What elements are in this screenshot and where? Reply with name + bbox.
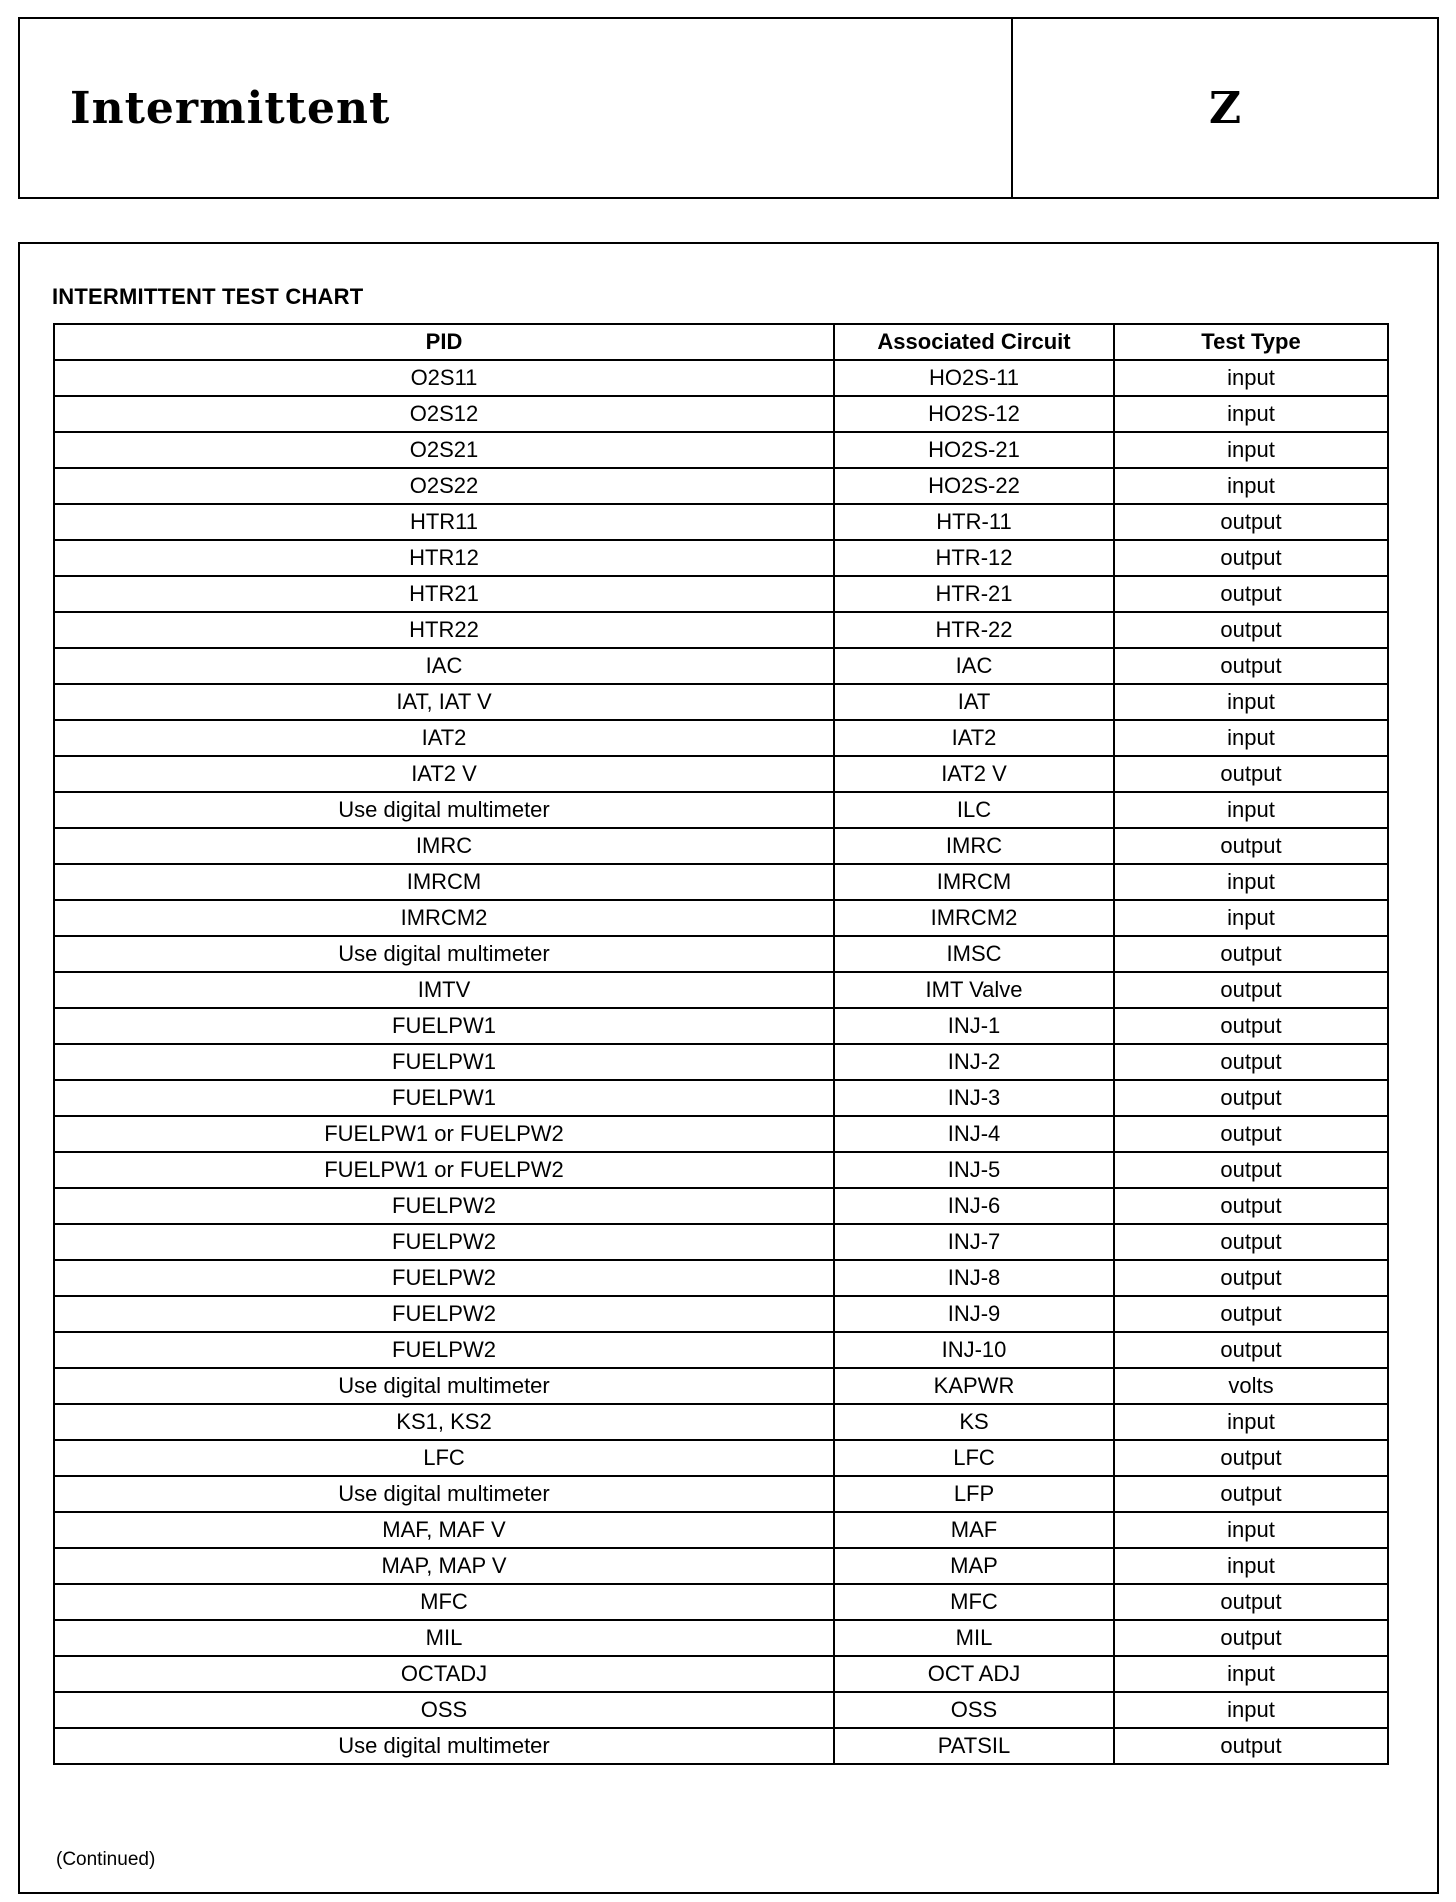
table-row bbox=[54, 1584, 1388, 1620]
associated-circuit-cell: IMRCM bbox=[834, 864, 1114, 900]
pid-cell: IMRC bbox=[54, 828, 834, 864]
test-type-cell: input bbox=[1114, 1656, 1388, 1692]
test-type-cell: output bbox=[1114, 648, 1388, 684]
test-type-cell: input bbox=[1114, 1512, 1388, 1548]
associated-circuit-cell: INJ-9 bbox=[834, 1296, 1114, 1332]
pid-cell: IAT2 V bbox=[54, 756, 834, 792]
associated-circuit-cell: PATSIL bbox=[834, 1728, 1114, 1764]
pid-cell: LFC bbox=[54, 1440, 834, 1476]
test-type-cell: output bbox=[1114, 1620, 1388, 1656]
test-type-cell: output bbox=[1114, 1476, 1388, 1512]
test-type-cell: output bbox=[1114, 612, 1388, 648]
pid-cell: IAT2 bbox=[54, 720, 834, 756]
table-row bbox=[54, 360, 1388, 396]
test-type-cell: input bbox=[1114, 468, 1388, 504]
chart-title: INTERMITTENT TEST CHART bbox=[52, 284, 364, 309]
pid-cell: MIL bbox=[54, 1620, 834, 1656]
pid-cell: FUELPW2 bbox=[54, 1260, 834, 1296]
test-type-cell: output bbox=[1114, 1224, 1388, 1260]
table-row bbox=[54, 792, 1388, 828]
table-body bbox=[54, 360, 1388, 1764]
table-row bbox=[54, 1368, 1388, 1404]
section-letter: Z bbox=[1208, 82, 1242, 134]
associated-circuit-cell: INJ-7 bbox=[834, 1224, 1114, 1260]
table-row bbox=[54, 504, 1388, 540]
associated-circuit-cell: MAF bbox=[834, 1512, 1114, 1548]
page-header bbox=[18, 17, 1439, 199]
table-row bbox=[54, 396, 1388, 432]
table-row bbox=[54, 1404, 1388, 1440]
pid-cell: FUELPW2 bbox=[54, 1296, 834, 1332]
test-type-cell: input bbox=[1114, 432, 1388, 468]
pid-cell: FUELPW2 bbox=[54, 1224, 834, 1260]
table-row bbox=[54, 1476, 1388, 1512]
test-type-cell: output bbox=[1114, 828, 1388, 864]
table-row bbox=[54, 1440, 1388, 1476]
associated-circuit-cell: LFC bbox=[834, 1440, 1114, 1476]
table-row bbox=[54, 684, 1388, 720]
test-type-cell: output bbox=[1114, 1332, 1388, 1368]
table-row bbox=[54, 1260, 1388, 1296]
pid-cell: IMTV bbox=[54, 972, 834, 1008]
table-row bbox=[54, 1548, 1388, 1584]
test-type-cell: output bbox=[1114, 576, 1388, 612]
associated-circuit-cell: MFC bbox=[834, 1584, 1114, 1620]
test-type-cell: input bbox=[1114, 1404, 1388, 1440]
table-row bbox=[54, 720, 1388, 756]
pid-cell: Use digital multimeter bbox=[54, 1728, 834, 1764]
table-row bbox=[54, 540, 1388, 576]
pid-cell: FUELPW1 or FUELPW2 bbox=[54, 1116, 834, 1152]
associated-circuit-cell: OCT ADJ bbox=[834, 1656, 1114, 1692]
test-type-cell: output bbox=[1114, 936, 1388, 972]
test-type-cell: input bbox=[1114, 864, 1388, 900]
pid-cell: KS1, KS2 bbox=[54, 1404, 834, 1440]
test-type-cell: input bbox=[1114, 900, 1388, 936]
pid-cell: MAF, MAF V bbox=[54, 1512, 834, 1548]
test-chart-panel bbox=[18, 242, 1439, 1894]
pid-cell: HTR21 bbox=[54, 576, 834, 612]
table-row bbox=[54, 936, 1388, 972]
test-type-cell: output bbox=[1114, 540, 1388, 576]
pid-cell: IMRCM bbox=[54, 864, 834, 900]
test-type-cell: output bbox=[1114, 1008, 1388, 1044]
associated-circuit-cell: INJ-8 bbox=[834, 1260, 1114, 1296]
test-type-cell: input bbox=[1114, 792, 1388, 828]
pid-cell: OCTADJ bbox=[54, 1656, 834, 1692]
pid-cell: IMRCM2 bbox=[54, 900, 834, 936]
table-row bbox=[54, 1656, 1388, 1692]
pid-cell: FUELPW1 bbox=[54, 1044, 834, 1080]
associated-circuit-cell: IAT2 V bbox=[834, 756, 1114, 792]
pid-cell: FUELPW1 bbox=[54, 1008, 834, 1044]
table-row bbox=[54, 1728, 1388, 1764]
associated-circuit-cell: KAPWR bbox=[834, 1368, 1114, 1404]
pid-cell: FUELPW2 bbox=[54, 1332, 834, 1368]
table-header-row bbox=[54, 324, 1388, 360]
table-row bbox=[54, 1512, 1388, 1548]
associated-circuit-cell: IMT Valve bbox=[834, 972, 1114, 1008]
associated-circuit-cell: INJ-6 bbox=[834, 1188, 1114, 1224]
pid-cell: HTR22 bbox=[54, 612, 834, 648]
associated-circuit-cell: INJ-5 bbox=[834, 1152, 1114, 1188]
test-type-cell: input bbox=[1114, 1548, 1388, 1584]
continued-note: (Continued) bbox=[56, 1849, 156, 1870]
pid-cell: FUELPW2 bbox=[54, 1188, 834, 1224]
table-row bbox=[54, 1008, 1388, 1044]
pid-cell: FUELPW1 bbox=[54, 1080, 834, 1116]
associated-circuit-cell: INJ-4 bbox=[834, 1116, 1114, 1152]
table-row bbox=[54, 648, 1388, 684]
test-type-cell: input bbox=[1114, 1692, 1388, 1728]
pid-cell: HTR12 bbox=[54, 540, 834, 576]
table-row bbox=[54, 864, 1388, 900]
test-type-cell: output bbox=[1114, 756, 1388, 792]
pid-cell: O2S22 bbox=[54, 468, 834, 504]
test-type-cell: input bbox=[1114, 360, 1388, 396]
associated-circuit-cell: OSS bbox=[834, 1692, 1114, 1728]
pid-cell: OSS bbox=[54, 1692, 834, 1728]
pid-cell: O2S21 bbox=[54, 432, 834, 468]
table-row bbox=[54, 1296, 1388, 1332]
table-row bbox=[54, 1044, 1388, 1080]
associated-circuit-cell: IMSC bbox=[834, 936, 1114, 972]
associated-circuit-cell: IMRC bbox=[834, 828, 1114, 864]
associated-circuit-cell: INJ-1 bbox=[834, 1008, 1114, 1044]
table-row bbox=[54, 972, 1388, 1008]
pid-cell: IAC bbox=[54, 648, 834, 684]
associated-circuit-cell: INJ-10 bbox=[834, 1332, 1114, 1368]
test-type-cell: output bbox=[1114, 1188, 1388, 1224]
table-row bbox=[54, 1188, 1388, 1224]
column-header-test-type: Test Type bbox=[1114, 324, 1388, 360]
test-type-cell: output bbox=[1114, 1152, 1388, 1188]
table-row bbox=[54, 756, 1388, 792]
pid-cell: O2S11 bbox=[54, 360, 834, 396]
pid-cell: FUELPW1 or FUELPW2 bbox=[54, 1152, 834, 1188]
table-row bbox=[54, 900, 1388, 936]
associated-circuit-cell: IAT bbox=[834, 684, 1114, 720]
table-row bbox=[54, 1692, 1388, 1728]
pid-cell: HTR11 bbox=[54, 504, 834, 540]
table-row bbox=[54, 432, 1388, 468]
associated-circuit-cell: MAP bbox=[834, 1548, 1114, 1584]
pid-cell: Use digital multimeter bbox=[54, 792, 834, 828]
pid-cell: MFC bbox=[54, 1584, 834, 1620]
associated-circuit-cell: HO2S-12 bbox=[834, 396, 1114, 432]
test-type-cell: output bbox=[1114, 972, 1388, 1008]
test-type-cell: input bbox=[1114, 396, 1388, 432]
table-row bbox=[54, 1080, 1388, 1116]
test-type-cell: volts bbox=[1114, 1368, 1388, 1404]
associated-circuit-cell: HO2S-22 bbox=[834, 468, 1114, 504]
test-type-cell: output bbox=[1114, 1044, 1388, 1080]
associated-circuit-cell: HO2S-11 bbox=[834, 360, 1114, 396]
associated-circuit-cell: IAT2 bbox=[834, 720, 1114, 756]
associated-circuit-cell: HTR-11 bbox=[834, 504, 1114, 540]
table-row bbox=[54, 1116, 1388, 1152]
associated-circuit-cell: HO2S-21 bbox=[834, 432, 1114, 468]
test-type-cell: output bbox=[1114, 504, 1388, 540]
test-type-cell: output bbox=[1114, 1728, 1388, 1764]
test-type-cell: output bbox=[1114, 1296, 1388, 1332]
associated-circuit-cell: HTR-22 bbox=[834, 612, 1114, 648]
pid-cell: MAP, MAP V bbox=[54, 1548, 834, 1584]
pid-cell: IAT, IAT V bbox=[54, 684, 834, 720]
associated-circuit-cell: LFP bbox=[834, 1476, 1114, 1512]
test-type-cell: output bbox=[1114, 1440, 1388, 1476]
table-row bbox=[54, 468, 1388, 504]
table-row bbox=[54, 828, 1388, 864]
intermittent-test-table bbox=[53, 323, 1389, 1765]
column-header-associated-circuit: Associated Circuit bbox=[834, 324, 1114, 360]
associated-circuit-cell: MIL bbox=[834, 1620, 1114, 1656]
pid-cell: Use digital multimeter bbox=[54, 936, 834, 972]
test-type-cell: input bbox=[1114, 684, 1388, 720]
test-type-cell: output bbox=[1114, 1116, 1388, 1152]
test-type-cell: output bbox=[1114, 1260, 1388, 1296]
associated-circuit-cell: KS bbox=[834, 1404, 1114, 1440]
associated-circuit-cell: HTR-12 bbox=[834, 540, 1114, 576]
associated-circuit-cell: INJ-3 bbox=[834, 1080, 1114, 1116]
table-row bbox=[54, 612, 1388, 648]
column-header-pid: PID bbox=[54, 324, 834, 360]
page-title: Intermittent bbox=[20, 19, 1013, 197]
pid-cell: Use digital multimeter bbox=[54, 1476, 834, 1512]
table-row bbox=[54, 1332, 1388, 1368]
table-row bbox=[54, 1620, 1388, 1656]
associated-circuit-cell: INJ-2 bbox=[834, 1044, 1114, 1080]
associated-circuit-cell: IMRCM2 bbox=[834, 900, 1114, 936]
associated-circuit-cell: HTR-21 bbox=[834, 576, 1114, 612]
table-row bbox=[54, 1152, 1388, 1188]
test-type-cell: output bbox=[1114, 1080, 1388, 1116]
test-type-cell: input bbox=[1114, 720, 1388, 756]
associated-circuit-cell: ILC bbox=[834, 792, 1114, 828]
pid-cell: Use digital multimeter bbox=[54, 1368, 834, 1404]
table-row bbox=[54, 576, 1388, 612]
pid-cell: O2S12 bbox=[54, 396, 834, 432]
test-type-cell: output bbox=[1114, 1584, 1388, 1620]
table-row bbox=[54, 1224, 1388, 1260]
associated-circuit-cell: IAC bbox=[834, 648, 1114, 684]
